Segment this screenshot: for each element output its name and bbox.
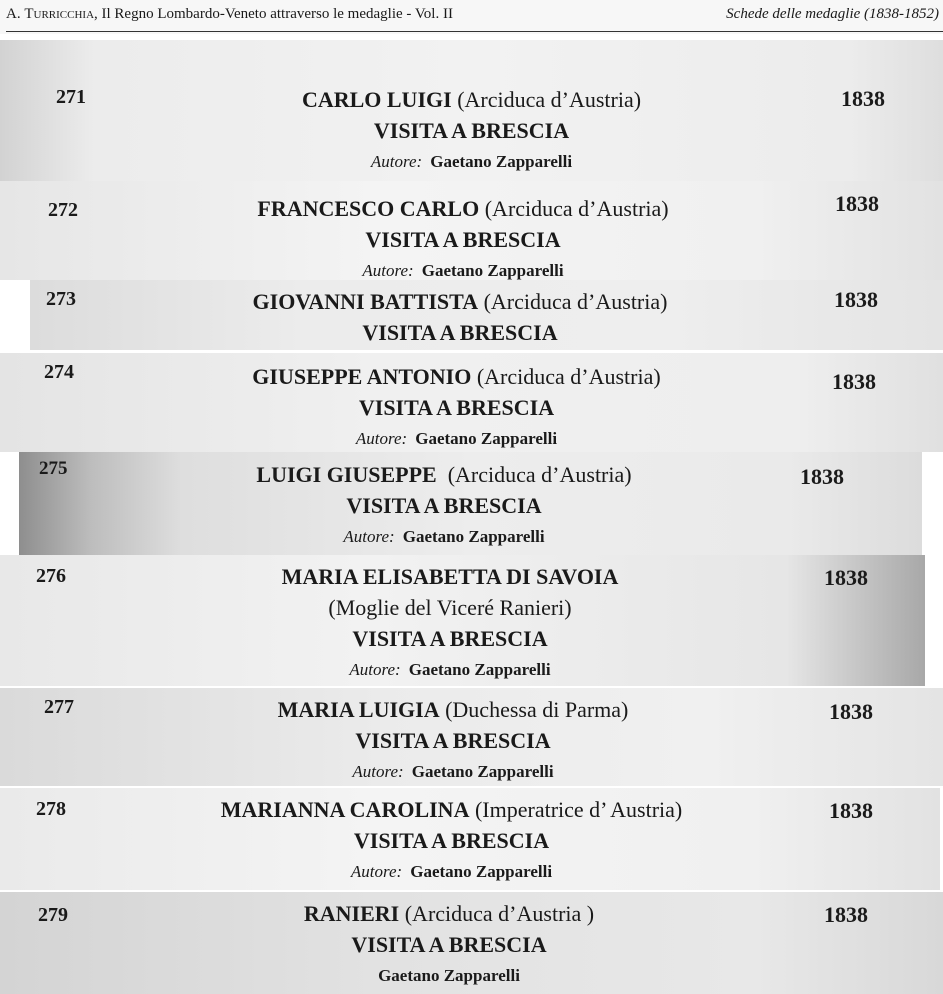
entry-author-line [0, 856, 903, 888]
author-name: Gaetano Zapparelli [430, 152, 573, 171]
author-label: Autore: [350, 862, 403, 881]
author-label: Autore: [370, 152, 423, 171]
entry-number: 276 [36, 565, 66, 587]
entry-name: FRANCESCO CARLO [257, 196, 480, 221]
entry-year: 1838 [800, 464, 844, 489]
entry-name: CARLO LUIGI [301, 87, 452, 112]
entry-name-line [0, 561, 900, 592]
entry-visit: VISITA A BRESCIA [362, 320, 558, 345]
author-name: Gaetano Zapparelli [410, 862, 553, 881]
entry-year: 1838 [841, 86, 885, 111]
medal-entry-278 [0, 788, 940, 890]
entry-visit: VISITA A BRESCIA [352, 626, 548, 651]
entry-year: 1838 [832, 369, 876, 394]
medal-entry-279 [0, 892, 943, 994]
entry-author-line [0, 654, 900, 686]
page-header [0, 0, 943, 34]
medal-entry-277 [0, 688, 943, 786]
entry-text [0, 561, 900, 686]
entry-author-line [0, 756, 906, 786]
entry-text [19, 459, 869, 553]
entry-number: 271 [56, 86, 86, 108]
entry-name: MARIA ELISABETTA DI SAVOIA [281, 564, 619, 589]
entry-author-line [19, 521, 869, 553]
section-title: Schede delle medaglie (1838-1852) [726, 6, 939, 22]
entry-year: 1838 [834, 287, 878, 312]
entry-number: 279 [38, 904, 68, 926]
entry-title: (Arciduca d’Austria) [479, 196, 669, 221]
medal-entry-276 [0, 555, 925, 686]
author-name: Gaetano Zapparelli [411, 762, 554, 781]
entry-title: (Imperatrice d’ Austria) [469, 797, 683, 822]
entry-title: (Arciduca d’Austria) [436, 462, 632, 487]
entry-visit: VISITA A BRESCIA [351, 932, 547, 957]
author-name: Gaetano Zapparelli [415, 429, 558, 448]
entry-author-line [0, 423, 913, 452]
entry-visit: VISITA A BRESCIA [373, 118, 570, 143]
entry-author-line [0, 146, 943, 178]
entry-author-line [0, 255, 926, 280]
medal-entry-272 [0, 181, 943, 280]
entry-text [0, 794, 903, 888]
entry-visit: VISITA A BRESCIA [365, 227, 561, 252]
entry-name: LUIGI GIUSEPPE [256, 462, 437, 487]
entry-number: 277 [44, 696, 74, 718]
author-name: Gaetano Zapparelli [402, 527, 545, 546]
running-title [6, 6, 453, 23]
entry-name-line [0, 84, 943, 115]
entry-subtitle: (Moglie del Viceré Ranieri) [328, 595, 572, 620]
medal-entry-274 [0, 353, 943, 452]
entry-name: RANIERI [303, 901, 400, 926]
author-name: Gaetano Zapparelli [421, 261, 564, 280]
author-label: Autore: [349, 660, 401, 679]
entry-title: (Arciduca d’Austria ) [399, 901, 595, 926]
entry-name: GIUSEPPE ANTONIO [252, 364, 472, 389]
medal-entry-273 [30, 280, 943, 350]
entry-number: 274 [44, 361, 74, 383]
entry-year: 1838 [829, 699, 873, 724]
entry-visit: VISITA A BRESCIA [353, 828, 550, 853]
entry-text [0, 361, 913, 452]
entry-visit: VISITA A BRESCIA [346, 493, 542, 518]
author-name: Gaetano Zapparelli [378, 966, 520, 985]
entry-number: 273 [46, 288, 76, 310]
entry-text [0, 84, 943, 178]
entry-number: 278 [36, 798, 66, 820]
author-surname: Turricchia [24, 6, 95, 22]
entry-name: GIOVANNI BATTISTA [252, 289, 479, 314]
entry-text [30, 286, 890, 348]
entry-year: 1838 [824, 565, 868, 590]
entry-name-line [0, 898, 898, 929]
book-title: , Il Regno Lombardo-Veneto attraverso le medaglie - Vol. II [94, 6, 453, 22]
entry-title: (Arciduca d’Austria) [471, 364, 661, 389]
header-rule [6, 31, 943, 32]
author-initial: A. [6, 6, 25, 22]
entry-visit: VISITA A BRESCIA [358, 395, 555, 420]
entry-year: 1838 [835, 191, 879, 216]
entry-name: MARIA LUIGIA [277, 697, 440, 722]
author-label: Autore: [352, 762, 404, 781]
author-label: Autore: [362, 261, 414, 280]
entry-name-line [0, 794, 903, 825]
entry-title: (Arciduca d’Austria) [451, 87, 642, 112]
author-name: Gaetano Zapparelli [408, 660, 551, 679]
entry-number: 275 [39, 458, 68, 479]
entry-year: 1838 [829, 798, 873, 823]
entry-text [0, 193, 926, 280]
entry-year: 1838 [824, 902, 868, 927]
medal-entry-275 [19, 452, 922, 555]
entry-text [0, 694, 906, 786]
author-label: Autore: [355, 429, 408, 448]
entry-name-line [30, 286, 890, 317]
entry-author-line [0, 960, 898, 992]
medal-entry-271 [0, 40, 943, 181]
entry-name: MARIANNA CAROLINA [220, 797, 470, 822]
author-label: Autore: [343, 527, 395, 546]
entry-visit: VISITA A BRESCIA [355, 728, 551, 753]
entry-text [0, 898, 898, 992]
entry-name-line [19, 459, 869, 490]
entry-number: 272 [48, 199, 78, 221]
entry-name-line [0, 193, 926, 224]
entry-name-line [0, 361, 913, 392]
entry-name-line [0, 694, 906, 725]
entry-title: (Arciduca d’Austria) [478, 289, 668, 314]
entry-title: (Duchessa di Parma) [439, 697, 629, 722]
